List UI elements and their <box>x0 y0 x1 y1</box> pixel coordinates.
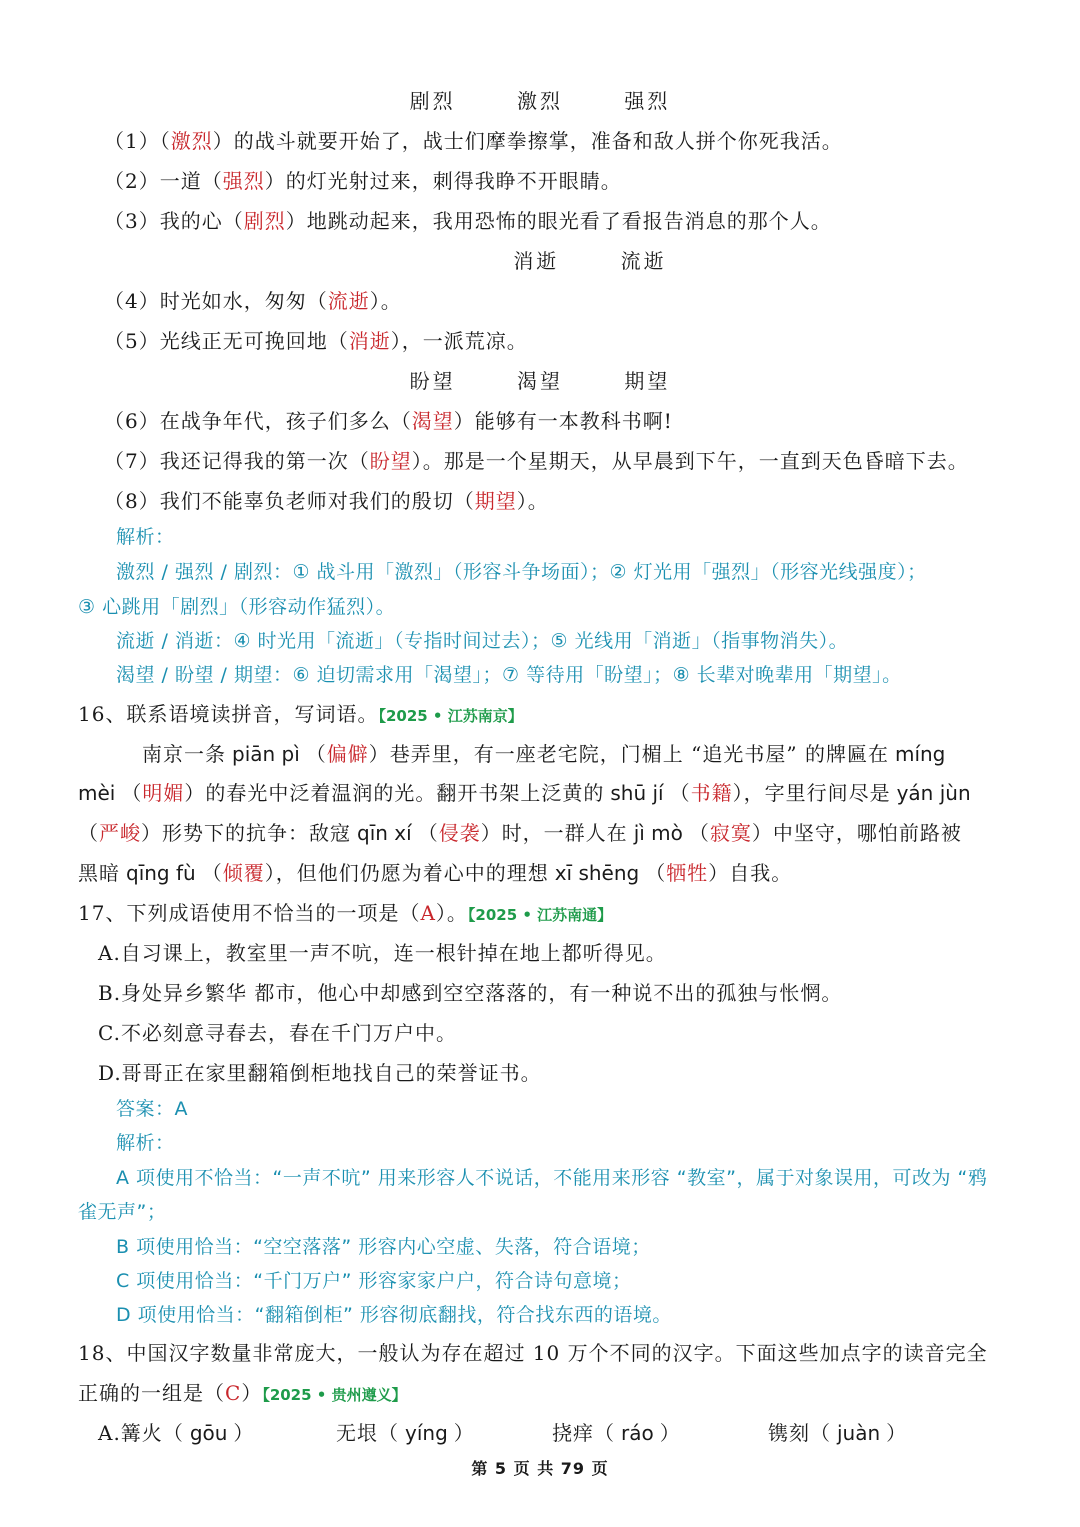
answer: 强烈 <box>222 169 265 193</box>
answer: 流逝 <box>327 289 370 313</box>
option-c: C.不必刻意寻春去，春在千门万户中。 <box>98 1021 457 1045</box>
source-tag: 【2025 • 江苏南通】 <box>467 906 613 924</box>
question-18-title: 18、中国汉字数量非常庞大，一般认为存在超过 10 万个不同的汉字。下面这些加点字的读音完全 <box>78 1341 988 1365</box>
analysis-text: ③ 心跳用「剧烈」（形容动作猛烈）。 <box>78 596 396 618</box>
word-choice: 消逝 <box>513 249 560 273</box>
word-choice: 剧烈 <box>409 89 456 113</box>
answer: 渴望 <box>411 409 454 433</box>
analysis-text: 雀无声”； <box>78 1201 167 1223</box>
word-choice: 强烈 <box>624 89 671 113</box>
analysis-label: 解析： <box>116 1132 175 1154</box>
word-choice: 盼望 <box>409 369 456 393</box>
answer: 盼望 <box>369 449 412 473</box>
question-18-title-2: 正确的一组是（C）【2025 • 贵州遵义】 <box>78 1381 407 1405</box>
answer: C <box>225 1381 242 1405</box>
answer: A <box>420 901 436 925</box>
question-17-title: 17、下列成语使用不恰当的一项是（A）。【2025 • 江苏南通】 <box>78 901 613 925</box>
source-tag: 【2025 • 江苏南京】 <box>378 707 523 725</box>
analysis-text: A 项使用不恰当：“一声不吭” 用来形容人不说话，不能用来形容 “教室”，属于对象误用，可改为 “鸦 <box>116 1167 988 1189</box>
item-4: （4）时光如水，匆匆（流逝）。 <box>104 289 402 313</box>
option-d: D.哥哥正在家里翻箱倒柜地找自己的荣誉证书。 <box>98 1061 542 1085</box>
question-16-title: 16、联系语境读拼音，写词语。【2025 • 江苏南京】 <box>78 702 523 726</box>
analysis-text: C 项使用恰当：“千门万户” 形容家家户户，符合诗句意境； <box>116 1270 632 1292</box>
answer: 剧烈 <box>243 209 286 233</box>
item-7: （7）我还记得我的第一次（盼望）。那是一个星期天，从早晨到下午，一直到天色昏暗下去。 <box>104 449 969 473</box>
analysis-text: 流逝 / 消逝：④ 时光用「流逝」（专指时间过去）；⑤ 光线用「消逝」（指事物消失）。 <box>116 630 849 652</box>
word-choice: 期望 <box>624 369 671 393</box>
option-a: A.篝火（ gōu ） <box>98 1421 255 1445</box>
q16-line-4: 黑暗 qīng fù （倾覆），但他们仍愿为着心中的理想 xī shēng （牺牲）自我。 <box>78 861 793 885</box>
q18-options <box>98 1418 1080 1448</box>
item-8: （8）我们不能辜负老师对我们的殷切（期望）。 <box>104 489 549 513</box>
answer-label: 答案：A <box>116 1098 188 1120</box>
word-choices-2 <box>100 246 1080 276</box>
option-a: A.自习课上，教室里一声不吭，连一根针掉在地上都听得见。 <box>98 941 667 965</box>
analysis-text: B 项使用恰当：“空空落落” 形容内心空虚、失落，符合语境； <box>116 1236 651 1258</box>
item-5: （5）光线正无可挽回地（消逝），一派荒凉。 <box>104 329 528 353</box>
analysis-text: 激烈 / 强烈 / 剧烈：① 战斗用「激烈」（形容斗争场面）；② 灯光用「强烈」（形容光线强度）； <box>116 561 927 583</box>
item-3: （3）我的心（剧烈）地跳动起来，我用恐怖的眼光看了看报告消息的那个人。 <box>104 209 832 233</box>
item-6: （6）在战争年代，孩子们多么（渴望）能够有一本教科书啊! <box>104 409 673 433</box>
analysis-text: 渴望 / 盼望 / 期望：⑥ 迫切需求用「渴望」；⑦ 等待用「盼望」；⑧ 长辈对晚辈用「期望」。 <box>116 664 902 686</box>
analysis-label: 解析： <box>116 526 175 548</box>
option-b: 无垠（ yíng ） <box>336 1421 475 1445</box>
q16-line-2: mèi （明媚）的春光中泛着温润的光。翻开书架上泛黄的 shū jí （书籍），字里行间尽是 yán jùn <box>78 781 971 805</box>
answer: 激烈 <box>170 129 213 153</box>
word-choice: 渴望 <box>517 369 563 393</box>
word-choice: 流逝 <box>620 249 667 273</box>
word-choices-1 <box>0 86 1080 116</box>
item-1: （1）（激烈）的战斗就要开始了，战士们摩拳擦掌，准备和敌人拼个你死我活。 <box>104 129 843 153</box>
option-b: B.身处异乡繁华 都市，他心中却感到空空落落的，有一种说不出的孤独与怅惘。 <box>98 981 843 1005</box>
q16-line-1: 南京一条 piān pì （偏僻）巷弄里，有一座老宅院，门楣上 “追光书屋” 的牌匾在 míng <box>142 742 946 766</box>
page-number: 第 5 页 共 79 页 <box>471 1459 609 1478</box>
source-tag: 【2025 • 贵州遵义】 <box>262 1386 407 1404</box>
item-2: （2）一道（强烈）的灯光射过来，刺得我睁不开眼睛。 <box>104 169 622 193</box>
analysis-text: D 项使用恰当：“翻箱倒柜” 形容彻底翻找，符合找东西的语境。 <box>116 1304 672 1326</box>
answer: 消逝 <box>348 329 391 353</box>
word-choice: 激烈 <box>517 89 563 113</box>
word-choices-3 <box>0 366 1080 396</box>
q16-line-3: （严峻）形势下的抗争：敌寇 qīn xí （侵袭）时，一群人在 jì mò （寂寞）中坚守，哪怕前路被 <box>78 821 962 845</box>
option-d: 镌刻（ juàn ） <box>768 1421 908 1445</box>
option-c: 挠痒（ ráo ） <box>552 1421 681 1445</box>
answer: 期望 <box>474 489 517 513</box>
